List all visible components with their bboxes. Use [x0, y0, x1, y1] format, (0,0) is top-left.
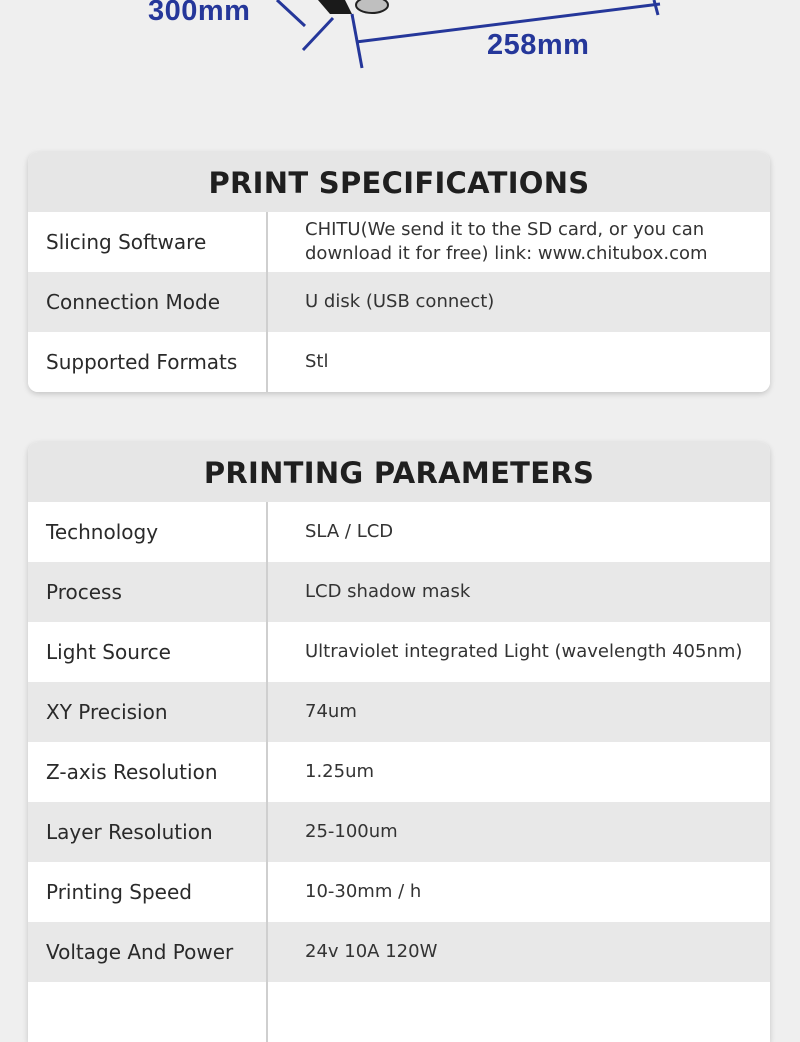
row-label: Supported Formats	[28, 332, 268, 392]
row-label: Light Source	[28, 622, 268, 682]
table-row	[28, 212, 770, 272]
table-title: PRINT SPECIFICATIONS	[28, 152, 770, 212]
table-row	[28, 802, 770, 862]
dimension-label-right: 258mm	[487, 29, 590, 61]
table-row	[28, 272, 770, 332]
dimension-label-left: 300mm	[148, 0, 251, 27]
print-specifications-table	[28, 152, 770, 392]
dimension-lines	[0, 0, 800, 120]
row-label: Z-axis Resolution	[28, 742, 268, 802]
row-value: Stl	[305, 351, 329, 372]
row-label: Layer Resolution	[28, 802, 268, 862]
row-label: Printing Speed	[28, 862, 268, 922]
table-row	[28, 862, 770, 922]
row-value: 10-30mm / h	[305, 881, 422, 902]
row-label: Process	[28, 562, 268, 622]
row-value-empty	[268, 982, 770, 1042]
table-row-partial	[28, 982, 770, 1042]
row-label: XY Precision	[28, 682, 268, 742]
dim-tick-left	[303, 18, 333, 50]
row-value: 1.25um	[305, 761, 375, 782]
table-row	[28, 332, 770, 392]
table-row	[28, 682, 770, 742]
row-label: Voltage And Power	[28, 922, 268, 982]
row-value: LCD shadow mask	[305, 581, 471, 602]
table-row	[28, 562, 770, 622]
row-label: Technology	[28, 502, 268, 562]
table-row	[28, 502, 770, 562]
table-row	[28, 922, 770, 982]
table-row	[28, 622, 770, 682]
table-row	[28, 742, 770, 802]
row-value: 24v 10A 120W	[305, 941, 438, 962]
printer-edge	[318, 0, 352, 14]
printing-parameters-table	[28, 442, 770, 1042]
row-label-empty	[28, 982, 268, 1042]
row-value: 25-100um	[305, 821, 398, 842]
row-label: Connection Mode	[28, 272, 268, 332]
row-value: 74um	[305, 701, 357, 722]
row-value: CHITU(We send it to the SD card, or you can download it for free) link: www.chitubox.com	[305, 219, 708, 264]
dimension-graphic	[0, 0, 800, 120]
dim-line-left	[277, 0, 305, 26]
row-value: U disk (USB connect)	[305, 291, 495, 312]
table-title: PRINTING PARAMETERS	[28, 442, 770, 502]
row-value: SLA / LCD	[305, 521, 394, 542]
row-label: Slicing Software	[28, 212, 268, 272]
printer-light	[356, 0, 388, 13]
dim-tick-bottom-right	[654, 0, 658, 15]
row-value: Ultraviolet integrated Light (wavelength 405nm)	[305, 641, 743, 662]
